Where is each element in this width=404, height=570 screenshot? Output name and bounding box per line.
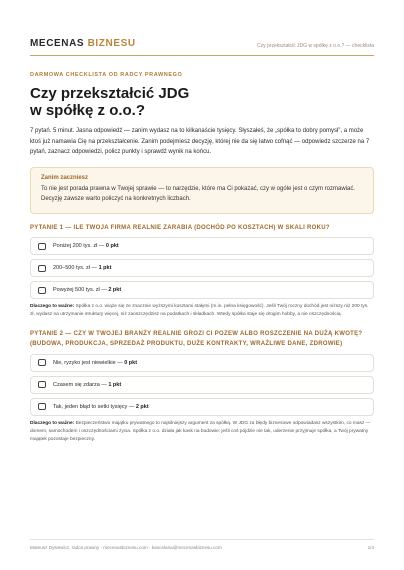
option-points: 2 pkt	[135, 403, 149, 410]
page-header	[30, 0, 374, 56]
option-text: Tak, jeden błąd to setki tysięcy —	[53, 403, 136, 410]
why-text: Spółka z o.o. wiąże się ze znacznie wyższymi kosztami stałymi (m.in. pełna księgowość). Jeśli Twój roczny dochód jest niższy niż 200 tys. zł, wydasz na utrzymanie struktury więcej, niż zaoszczędzisz na podatkach i składkach. Wtedy spółka staje się drogim hobby, a nie oszczędnością.	[30, 304, 369, 318]
why-label: Dlaczego to ważne:	[30, 304, 75, 309]
why-text: Bezpieczeństwo majątku prywatnego to najsilniejszy argument za spółką. W JDG za błędy biznesowe odpowiadasz wszystkim, co masz — domem, samochodem i oszczędnościami życia. Spółka z o.o. działa jak kask na budowie: jeśli coś pójdzie nie tak, uderzenie przyjmuje spółka, a Twój prywatny majątek pozostaje bezpieczny.	[30, 420, 371, 443]
page-footer	[30, 539, 374, 550]
question-1-option-2[interactable]	[30, 259, 374, 277]
checkbox-icon[interactable]	[38, 403, 46, 410]
question-1-option-1[interactable]	[30, 237, 374, 255]
option-text: Nie, ryzyko jest niewielkie —	[53, 359, 125, 366]
brand-name-part2: BIZNESU	[87, 38, 136, 49]
checkbox-icon[interactable]	[38, 287, 46, 294]
question-2-option-1[interactable]	[30, 354, 374, 372]
question-1-why	[30, 303, 374, 320]
checkbox-icon[interactable]	[38, 265, 46, 272]
option-text: Powyżej 500 tys. zł —	[53, 287, 109, 293]
option-points: 0 pkt	[105, 243, 119, 249]
question-1-title: PYTANIE 1 — ILE TWOJA FIRMA REALNIE ZARABIA (DOCHÓD PO KOSZTACH) W SKALI ROKU?	[30, 224, 330, 231]
question-2-option-2[interactable]	[30, 376, 374, 394]
checkbox-icon[interactable]	[38, 359, 46, 366]
checkbox-icon[interactable]	[38, 243, 46, 250]
page-number: 1/4	[367, 545, 374, 550]
why-label: Dlaczego to ważne:	[30, 420, 75, 426]
option-points: 1 pkt	[98, 265, 112, 271]
eyebrow-label: DARMOWA CHECKLISTA OD RADCY PRAWNEGO	[30, 72, 183, 78]
question-1-options	[30, 237, 374, 299]
question-2-title: PYTANIE 2 — CZY W TWOJEJ BRANŻY REALNIE GROZI CI POZEW ALBO ROSZCZENIE NA DUŻĄ KWOTĘ? (BUDOWA, PRODUKCJA, SPRZEDAŻ PRODUKTU, DUŻE KONTRAKTY, WRAŻLIWE DANE, ZDROWIE)	[30, 330, 363, 348]
document-label: Czy przekształcić JDG w spółkę z o.o.? — checklista	[257, 43, 374, 49]
question-2-option-3[interactable]	[30, 398, 374, 416]
callout-text: To nie jest porada prawna w Twojej sprawie — to narzędzie, które ma Ci pokazać, czy w ogóle jest o czym rozmawiać. Decyzję zawsze warto policzyć na konkretnych liczbach.	[41, 185, 356, 202]
option-points: 1 pkt	[108, 381, 122, 388]
option-points: 2 pkt	[108, 287, 122, 293]
callout-title: Zanim zaczniesz	[41, 174, 89, 181]
checkbox-icon[interactable]	[38, 381, 46, 388]
option-points: 0 pkt	[124, 359, 138, 366]
page-title: Czy przekształcić JDG w spółkę z o.o.?	[30, 85, 190, 119]
before-you-start-callout	[30, 167, 374, 214]
question-1	[30, 223, 374, 320]
option-text: 200–500 tys. zł —	[53, 265, 99, 271]
question-2-options	[30, 354, 374, 416]
intro-paragraph: 7 pytań. 5 minut. Jasna odpowiedź — zanim wydasz na to kilkanaście tysięcy. Słyszałeś, że „spółka to dobry pomysł”, a może ktoś już namawia Cię na przekształcenie. Zanim podejmiesz decyzję, której nie da się łatwo cofnąć — odpowiedz szczerze na 7 pytań, zaznacz odpowiedzi, policz punkty i sprawdź wynik na końcu.	[30, 128, 370, 155]
option-text: Czasem się zdarza —	[53, 381, 109, 388]
option-text: Poniżej 200 tys. zł —	[53, 243, 106, 249]
question-2-why	[30, 420, 374, 445]
footer-contact: Mateusz Dysiewicz, radca prawny · mecenasbiznesu.com · kancelaria@mecenasbiznesu.com	[30, 545, 222, 550]
question-2	[30, 329, 374, 445]
brand-logo	[30, 39, 136, 49]
brand-name-part1: MECENAS	[30, 38, 85, 49]
question-1-option-3[interactable]	[30, 281, 374, 299]
